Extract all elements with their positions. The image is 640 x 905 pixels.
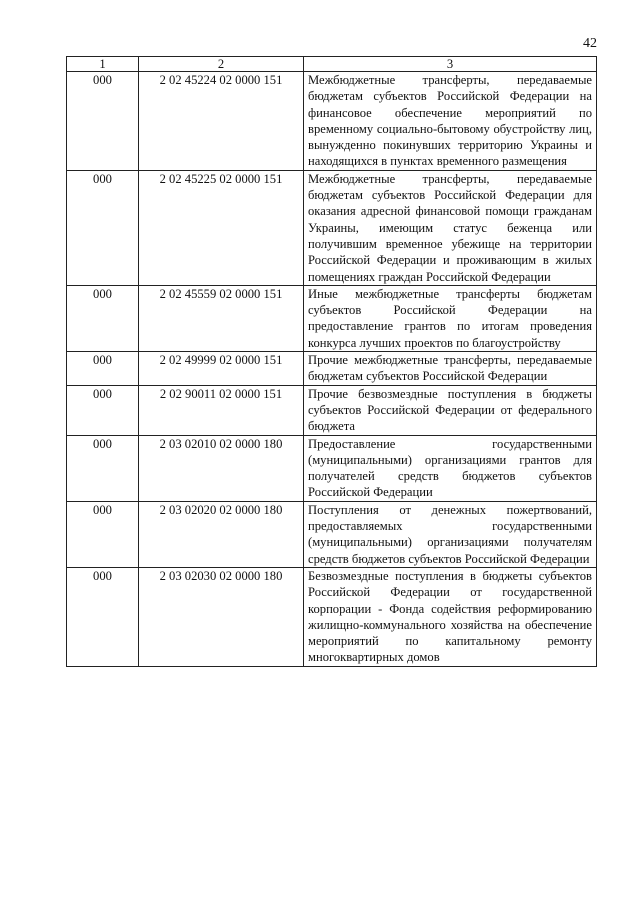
budget-code-cell: 2 02 90011 02 0000 151: [139, 385, 304, 435]
table-body: [67, 72, 597, 667]
description-cell: Межбюджетные трансферты, передаваемые бюджетам субъектов Российской Федерации на финансовое обеспечение мероприятий по временному социально-бытовому обустройству лиц, вынужденно покинувших территорию Украины и находящихся в пунктах временного размещения: [304, 72, 597, 171]
description-cell: Межбюджетные трансферты, передаваемые бюджетам субъектов Российской Федерации для оказания адресной финансовой помощи гражданам Украины, имеющим статус беженца или получившим временное убежище на территории Российской Федерации и проживающим в жилых помещениях граждан Российской Федерации: [304, 170, 597, 285]
admin-code-cell: 000: [67, 385, 139, 435]
header-col-2: 2: [139, 57, 304, 72]
budget-codes-table: [66, 56, 597, 667]
budget-code-cell: 2 02 45559 02 0000 151: [139, 285, 304, 351]
header-row: [67, 57, 597, 72]
table-row: [67, 285, 597, 351]
admin-code-cell: 000: [67, 501, 139, 567]
description-cell: Иные межбюджетные трансферты бюджетам субъектов Российской Федерации на предоставление грантов по итогам проведения конкурса лучших проектов по благоустройству: [304, 285, 597, 351]
table-row: [67, 501, 597, 567]
budget-code-cell: 2 02 45224 02 0000 151: [139, 72, 304, 171]
admin-code-cell: 000: [67, 170, 139, 285]
table-row: [67, 352, 597, 386]
budget-code-cell: 2 03 02010 02 0000 180: [139, 435, 304, 501]
table-row: [67, 385, 597, 435]
header-col-3: 3: [304, 57, 597, 72]
table-row: [67, 435, 597, 501]
table-row: [67, 567, 597, 666]
table-row: [67, 170, 597, 285]
header-col-1: 1: [67, 57, 139, 72]
budget-code-cell: 2 03 02020 02 0000 180: [139, 501, 304, 567]
table-row: [67, 72, 597, 171]
admin-code-cell: 000: [67, 567, 139, 666]
admin-code-cell: 000: [67, 72, 139, 171]
description-cell: Предоставление государственными (муниципальными) организациями грантов для получателей средств бюджетов субъектов Российской Федерации: [304, 435, 597, 501]
admin-code-cell: 000: [67, 435, 139, 501]
budget-code-cell: 2 02 45225 02 0000 151: [139, 170, 304, 285]
description-cell: Прочие межбюджетные трансферты, передаваемые бюджетам субъектов Российской Федерации: [304, 352, 597, 386]
admin-code-cell: 000: [67, 285, 139, 351]
description-cell: Безвозмездные поступления в бюджеты субъектов Российской Федерации от государственной корпорации - Фонда содействия реформированию жилищно-коммунального хозяйства на обеспечение мероприятий по капитальному ремонту многоквартирных домов: [304, 567, 597, 666]
budget-code-cell: 2 02 49999 02 0000 151: [139, 352, 304, 386]
budget-code-cell: 2 03 02030 02 0000 180: [139, 567, 304, 666]
description-cell: Прочие безвозмездные поступления в бюджеты субъектов Российской Федерации от федерального бюджета: [304, 385, 597, 435]
admin-code-cell: 000: [67, 352, 139, 386]
table-header: [67, 57, 597, 72]
description-cell: Поступления от денежных пожертвований, предоставляемых государственными (муниципальными) организациями получателям средств бюджетов субъектов Российской Федерации: [304, 501, 597, 567]
page-number: 42: [583, 36, 597, 51]
